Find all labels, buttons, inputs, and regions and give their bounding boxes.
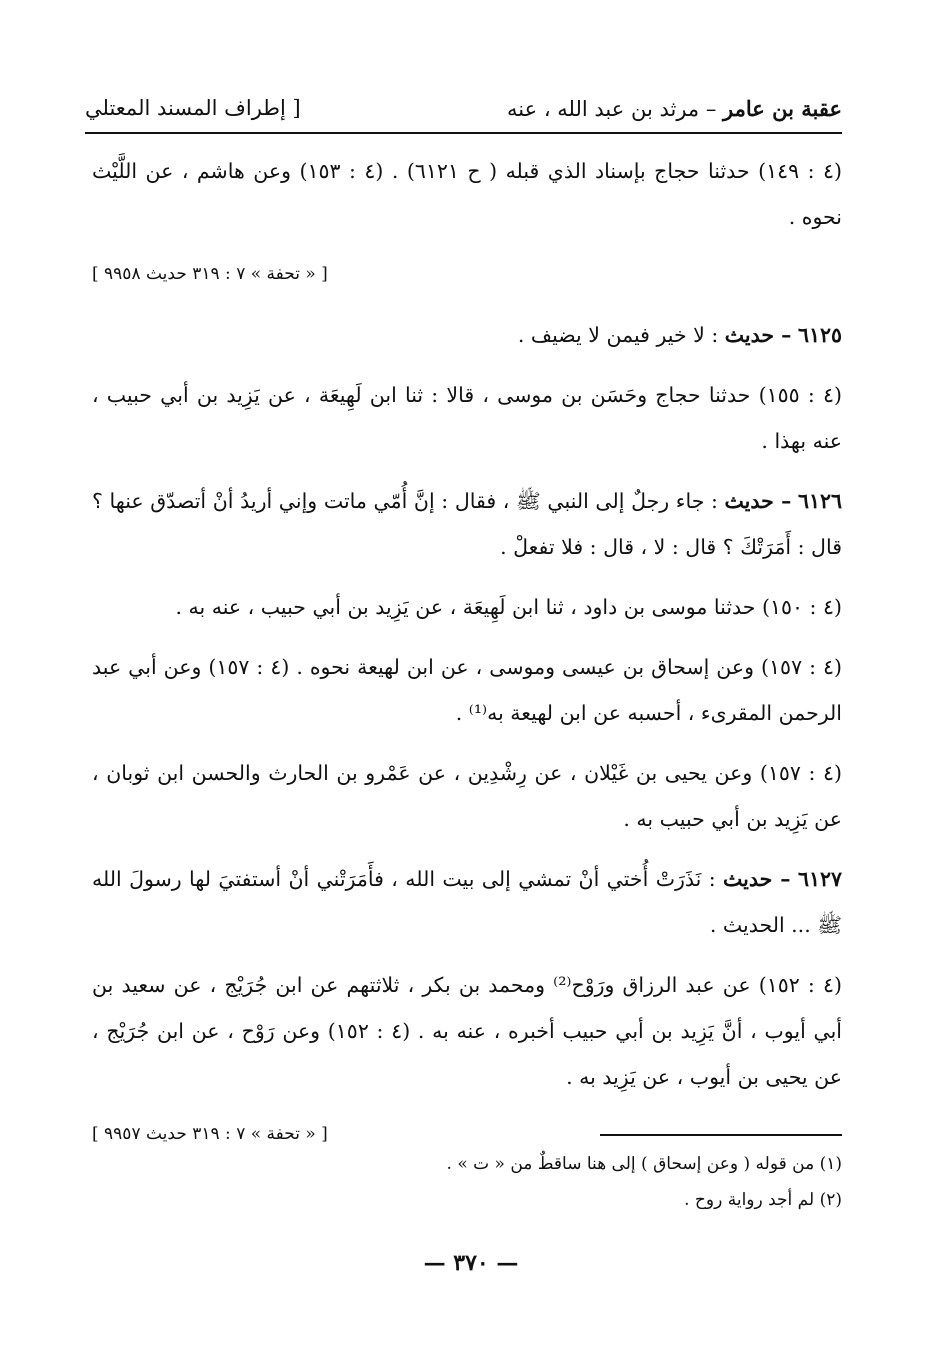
hadith-number: ٦١٢٧ bbox=[797, 867, 842, 891]
paragraph-157-b: (٤ : ١٥٧) وعن يحيى بن غَيْلان ، عن رِشْدِين ، عن عَمْرو بن الحارث والحسن ابن ثوبان ، عن يَزِيد بن أبي حبيب به . bbox=[92, 761, 842, 831]
hadith-6127 bbox=[92, 856, 842, 948]
paragraph-155: (٤ : ١٥٥) حدثنا حجاج وحَسَن بن موسى ، قالا : ثنا ابن لَهِيعَة ، عن يَزِيد بن أبي حبيب ، عنه بهذا . bbox=[92, 383, 842, 453]
header-chapter-rest: – مرثد بن عبد الله ، عنه bbox=[507, 97, 724, 121]
page-number: — ٣٧٠ — bbox=[423, 1250, 519, 1276]
header-chapter-bold: عقبة بن عامر bbox=[723, 96, 842, 121]
header-chapter bbox=[507, 96, 842, 121]
footnotes bbox=[82, 1146, 842, 1218]
hadith-6126 bbox=[92, 478, 842, 570]
footnote-2: (٢) لم أجد رواية روح . bbox=[684, 1190, 842, 1210]
paragraph-157-a: (٤ : ١٥٧) وعن إسحاق بن عيسى وموسى ، عن ابن لهيعة نحوه . (٤ : ١٥٧) وعن أبي عبد الرحمن المقرىء ، أحسبه عن ابن لهيعة به⁽¹⁾ . bbox=[92, 655, 842, 725]
hadith-label: – حديث bbox=[724, 323, 792, 347]
hadith-number: ٦١٢٥ bbox=[797, 323, 842, 347]
paragraph-152: (٤ : ١٥٢) عن عبد الرزاق ورَوْح⁽²⁾ ومحمد بن بكر ، ثلاثتهم عن ابن جُرَيْج ، عن سعيد بن أبي أيوب ، أنَّ يَزِيد بن أبي حبيب أخبره ، عنه به . (٤ : ١٥٢) وعن رَوْح ، عن ابن جُرَيْج ، عن يحيى بن أيوب ، عن يَزِيد به . bbox=[92, 973, 842, 1089]
hadith-text: : نَذَرَتْ أُختي أنْ تمشي إلى بيت الله ، فأَمَرَتْني أنْ أستفتيَ لها رسولَ الله ﷺ ... الحديث . bbox=[92, 867, 842, 937]
running-header bbox=[85, 92, 842, 134]
footnote-divider bbox=[600, 1134, 842, 1136]
hadith-text: : جاء رجلٌ إلى النبي ﷺ ، فقال : إنَّ أُمّي ماتت وإني أريدُ أنْ أتصدّق عنها ؟ قال : أَمَرَتْكَ ؟ قال : لا ، قال : فلا تفعلْ . bbox=[92, 489, 842, 559]
hadith-number: ٦١٢٦ bbox=[797, 489, 843, 513]
hadith-text: : لا خير فيمن لا يضيف . bbox=[517, 323, 725, 347]
header-book-title: [ إطراف المسند المعتلي bbox=[85, 96, 301, 120]
hadith-label: – حديث bbox=[724, 489, 792, 513]
paragraph-150: (٤ : ١٥٠) حدثنا موسى بن داود ، ثنا ابن لَهِيعَة ، عن يَزِيد بن أبي حبيب ، عنه به . bbox=[175, 595, 842, 619]
tuhfa-reference-1: [ « تحفة » ٧ : ٣١٩ حديث ٩٩٥٨ ] bbox=[92, 264, 328, 284]
hadith-label: – حديث bbox=[723, 867, 791, 891]
paragraph-149: (٤ : ١٤٩) حدثنا حجاج بإسناد الذي قبله ( ح ٦١٢١) . (٤ : ١٥٣) وعن هاشم ، عن اللَّيْث نحوه . bbox=[92, 159, 843, 229]
page-body bbox=[92, 148, 842, 1172]
hadith-6125 bbox=[92, 312, 842, 358]
footnote-1: (١) من قوله ( وعن إسحاق ) إلى هنا ساقطٌ من « ت » . bbox=[446, 1154, 842, 1174]
tuhfa-reference-2: [ « تحفة » ٧ : ٣١٩ حديث ٩٩٥٧ ] bbox=[92, 1124, 328, 1144]
